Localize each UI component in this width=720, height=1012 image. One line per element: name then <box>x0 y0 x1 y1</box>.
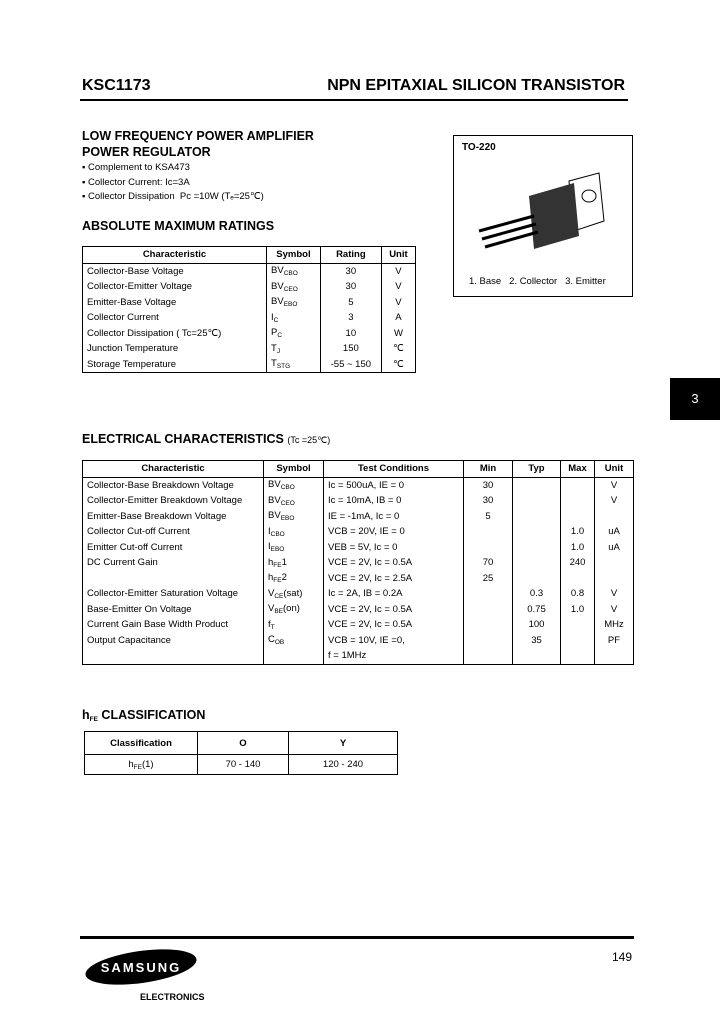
characteristic: Current Gain Base Width Product <box>83 617 264 633</box>
symbol <box>264 540 324 556</box>
symbol <box>264 648 324 664</box>
characteristic: Output Capacitance <box>83 633 264 649</box>
table-row <box>83 326 416 342</box>
max <box>561 571 595 587</box>
unit <box>595 648 634 664</box>
min <box>464 617 513 633</box>
characteristic <box>83 648 264 664</box>
symbol-sub: J <box>276 347 281 355</box>
symbol <box>267 263 321 279</box>
characteristic: Collector Dissipation ( Tc=25℃) <box>83 326 267 342</box>
characteristic: Emitter Cut-off Current <box>83 540 264 556</box>
unit: V <box>595 586 634 602</box>
typ <box>513 477 561 493</box>
rating: 5 <box>320 295 381 311</box>
table-row <box>83 509 634 525</box>
elec-condition: (Tc =25℃) <box>287 435 331 445</box>
rating: 150 <box>320 341 381 357</box>
symbol-suffix: (sat) <box>283 587 303 599</box>
table-row <box>83 633 634 649</box>
min: 30 <box>464 477 513 493</box>
max <box>561 648 595 664</box>
test-conditions: f = 1MHz <box>324 648 464 664</box>
symbol <box>264 493 324 509</box>
characteristic: DC Current Gain <box>83 555 264 571</box>
rating: 10 <box>320 326 381 342</box>
typ <box>513 571 561 587</box>
unit: uA <box>595 524 634 540</box>
unit: V <box>381 295 415 311</box>
symbol-sub: T <box>270 623 275 631</box>
typ: 100 <box>513 617 561 633</box>
col-header: Test Conditions <box>324 461 464 478</box>
unit: A <box>381 310 415 326</box>
unit: uA <box>595 540 634 556</box>
feature-3: ▪ Collector Dissipation Pc =10W (Tₑ=25℃) <box>82 191 264 202</box>
typ <box>513 540 561 556</box>
test-conditions: VEB = 5V, Ic = 0 <box>324 540 464 556</box>
symbol-text: C <box>268 634 275 646</box>
col-header: Characteristic <box>83 247 267 264</box>
table-row <box>83 295 416 311</box>
symbol-text: BV <box>271 265 284 277</box>
table-row <box>83 263 416 279</box>
symbol-sub: STG <box>276 363 291 371</box>
hfe-title-text: CLASSIFICATION <box>97 708 206 722</box>
elec-title <box>82 432 330 446</box>
table-row <box>83 477 634 493</box>
col-header: Rating <box>320 247 381 264</box>
test-conditions: VCE = 2V, Ic = 0.5A <box>324 617 464 633</box>
unit: W <box>381 326 415 342</box>
typ <box>513 493 561 509</box>
symbol-text: P <box>271 327 278 339</box>
table-row <box>83 540 634 556</box>
min: 5 <box>464 509 513 525</box>
characteristic: Collector Cut-off Current <box>83 524 264 540</box>
unit: MHz <box>595 617 634 633</box>
col-header: Unit <box>595 461 634 478</box>
symbol-sub: FE <box>273 577 282 585</box>
samsung-logo <box>85 948 198 986</box>
test-conditions: VCE = 2V, Ic = 2.5A <box>324 571 464 587</box>
min <box>464 633 513 649</box>
symbol-sub: CBO <box>280 484 295 492</box>
characteristic: Collector-Emitter Saturation Voltage <box>83 586 264 602</box>
symbol-text: BV <box>268 479 281 491</box>
characteristic: Junction Temperature <box>83 341 267 357</box>
symbol-text: T <box>271 342 277 354</box>
characteristic: Storage Temperature <box>83 357 267 373</box>
hfe-title-text: h <box>82 708 90 722</box>
col-header: Typ <box>513 461 561 478</box>
hfe-table <box>84 731 398 775</box>
symbol-text: BV <box>271 280 284 292</box>
rating: 30 <box>320 279 381 295</box>
typ <box>513 555 561 571</box>
col-header: Classification <box>85 732 198 755</box>
section-tab: 3 <box>670 378 720 420</box>
symbol <box>264 586 324 602</box>
characteristic: Collector Current <box>83 310 267 326</box>
rating: 30 <box>320 263 381 279</box>
table-row <box>83 279 416 295</box>
symbol-text: f <box>268 618 271 630</box>
test-conditions: Ic = 10mA, IB = 0 <box>324 493 464 509</box>
table-row <box>83 341 416 357</box>
max: 1.0 <box>561 540 595 556</box>
col-header: O <box>198 732 289 755</box>
symbol-sub: BE <box>274 608 284 616</box>
package-name: TO-220 <box>462 142 496 153</box>
symbol <box>264 571 324 587</box>
hfe-title <box>82 708 205 723</box>
document-title: NPN EPITAXIAL SILICON TRANSISTOR <box>327 77 625 94</box>
page-number: 149 <box>612 950 633 964</box>
characteristic: Collector-Base Breakdown Voltage <box>83 477 264 493</box>
test-conditions: Ic = 2A, IB = 0.2A <box>324 586 464 602</box>
symbol <box>264 617 324 633</box>
feature-1: ▪ Complement to KSA473 <box>82 162 190 173</box>
max <box>561 477 595 493</box>
unit <box>595 509 634 525</box>
max: 240 <box>561 555 595 571</box>
min: 25 <box>464 571 513 587</box>
hfe-o-range: 70 - 140 <box>198 755 289 775</box>
typ <box>513 648 561 664</box>
col-header: Symbol <box>264 461 324 478</box>
company-name: ELECTRONICS <box>140 992 205 1002</box>
transistor-package-drawing <box>474 161 614 261</box>
col-header: Characteristic <box>83 461 264 478</box>
symbol-text: BV <box>268 510 281 522</box>
table-row <box>83 493 634 509</box>
label-text: h <box>128 758 134 770</box>
unit <box>595 571 634 587</box>
abs-max-table <box>82 246 416 373</box>
symbol <box>267 295 321 311</box>
feature-text: Complement to KSA473 <box>88 162 190 173</box>
table-row <box>83 357 416 373</box>
test-conditions: VCB = 20V, IE = 0 <box>324 524 464 540</box>
feature-2: ▪ Collector Current: Ic=3A <box>82 177 190 188</box>
label-text: (1) <box>141 758 154 770</box>
characteristic: Base-Emitter On Voltage <box>83 602 264 618</box>
unit: V <box>595 493 634 509</box>
unit: V <box>381 279 415 295</box>
symbol-suffix: 2 <box>281 572 287 584</box>
typ <box>513 509 561 525</box>
unit: V <box>595 477 634 493</box>
table-row <box>83 617 634 633</box>
unit: ℃ <box>381 341 415 357</box>
rating: 3 <box>320 310 381 326</box>
table-row <box>83 555 634 571</box>
min: 30 <box>464 493 513 509</box>
unit <box>595 555 634 571</box>
label-sub: FE <box>133 763 142 771</box>
typ: 0.75 <box>513 602 561 618</box>
typ: 0.3 <box>513 586 561 602</box>
test-conditions: Ic = 500uA, IE = 0 <box>324 477 464 493</box>
part-number: KSC1173 <box>82 77 151 94</box>
symbol-text: h <box>268 556 274 568</box>
abs-max-title: ABSOLUTE MAXIMUM RATINGS <box>82 219 275 233</box>
symbol-sub: C <box>273 316 279 324</box>
symbol-sub: EBO <box>283 301 298 309</box>
symbol-text: V <box>268 587 275 599</box>
symbol-sub: CEO <box>283 285 298 293</box>
max: 1.0 <box>561 602 595 618</box>
max <box>561 633 595 649</box>
symbol-sub: CEO <box>280 499 295 507</box>
symbol-sub: EBO <box>270 546 285 554</box>
characteristic: Collector-Base Voltage <box>83 263 267 279</box>
col-header: Min <box>464 461 513 478</box>
max <box>561 493 595 509</box>
col-header: Max <box>561 461 595 478</box>
package-box <box>453 135 633 297</box>
feature-text: Collector Current: Ic=3A <box>88 177 190 188</box>
min: 70 <box>464 555 513 571</box>
typ <box>513 524 561 540</box>
test-conditions: VCE = 2V, Ic = 0.5A <box>324 555 464 571</box>
symbol-suffix: 1 <box>281 556 287 568</box>
max: 1.0 <box>561 524 595 540</box>
col-header: Unit <box>381 247 415 264</box>
characteristic <box>83 571 264 587</box>
characteristic: Collector-Emitter Breakdown Voltage <box>83 493 264 509</box>
table-row <box>83 571 634 587</box>
unit: V <box>381 263 415 279</box>
min <box>464 602 513 618</box>
characteristic: Emitter-Base Voltage <box>83 295 267 311</box>
electrical-table <box>82 460 634 665</box>
logo-text: SAMSUNG <box>100 960 182 975</box>
table-row <box>83 648 634 664</box>
symbol-text: V <box>268 603 275 615</box>
symbol-sub: FE <box>273 561 282 569</box>
symbol-sub: CBO <box>270 530 285 538</box>
symbol <box>267 341 321 357</box>
symbol-suffix: (on) <box>283 603 300 615</box>
symbol <box>267 326 321 342</box>
test-conditions: IE = -1mA, Ic = 0 <box>324 509 464 525</box>
application-2: POWER REGULATOR <box>82 145 211 159</box>
symbol-sub: CE <box>274 592 284 600</box>
table-row <box>83 524 634 540</box>
footer-rule <box>80 936 634 939</box>
max <box>561 509 595 525</box>
symbol-text: I <box>268 541 271 553</box>
symbol-text: I <box>271 311 274 323</box>
symbol <box>264 633 324 649</box>
col-header: Symbol <box>267 247 321 264</box>
application-1: LOW FREQUENCY POWER AMPLIFIER <box>82 129 314 143</box>
symbol-text: BV <box>268 494 281 506</box>
symbol <box>264 509 324 525</box>
characteristic: Collector-Emitter Voltage <box>83 279 267 295</box>
header-rule <box>80 99 628 101</box>
symbol <box>267 357 321 373</box>
min <box>464 540 513 556</box>
symbol <box>264 602 324 618</box>
symbol-text: I <box>268 525 271 537</box>
symbol <box>267 310 321 326</box>
symbol <box>267 279 321 295</box>
unit: V <box>595 602 634 618</box>
feature-text: Collector Dissipation Pc =10W (Tₑ=25℃) <box>88 191 264 202</box>
test-conditions: VCE = 2V, Ic = 0.5A <box>324 602 464 618</box>
min <box>464 586 513 602</box>
col-header: Y <box>289 732 398 755</box>
symbol-text: T <box>271 358 277 370</box>
pin-legend: 1. Base 2. Collector 3. Emitter <box>469 276 606 287</box>
symbol-text: BV <box>271 296 284 308</box>
hfe-y-range: 120 - 240 <box>289 755 398 775</box>
test-conditions: VCB = 10V, IE =0, <box>324 633 464 649</box>
symbol <box>264 524 324 540</box>
hfe-title-sub: FE <box>89 716 98 723</box>
symbol <box>264 555 324 571</box>
symbol <box>264 477 324 493</box>
typ: 35 <box>513 633 561 649</box>
table-row <box>83 586 634 602</box>
unit: PF <box>595 633 634 649</box>
symbol-text: h <box>268 572 274 584</box>
elec-title-text: ELECTRICAL CHARACTERISTICS <box>82 432 284 446</box>
hfe-label <box>85 755 198 775</box>
unit: ℃ <box>381 357 415 373</box>
max: 0.8 <box>561 586 595 602</box>
characteristic: Emitter-Base Breakdown Voltage <box>83 509 264 525</box>
min <box>464 648 513 664</box>
symbol-sub: EBO <box>280 515 295 523</box>
symbol-sub: OB <box>274 639 285 647</box>
max <box>561 617 595 633</box>
rating: -55 ~ 150 <box>320 357 381 373</box>
table-row <box>83 602 634 618</box>
min <box>464 524 513 540</box>
symbol-sub: CBO <box>283 270 298 278</box>
table-row <box>83 310 416 326</box>
symbol-sub: C <box>277 332 283 340</box>
